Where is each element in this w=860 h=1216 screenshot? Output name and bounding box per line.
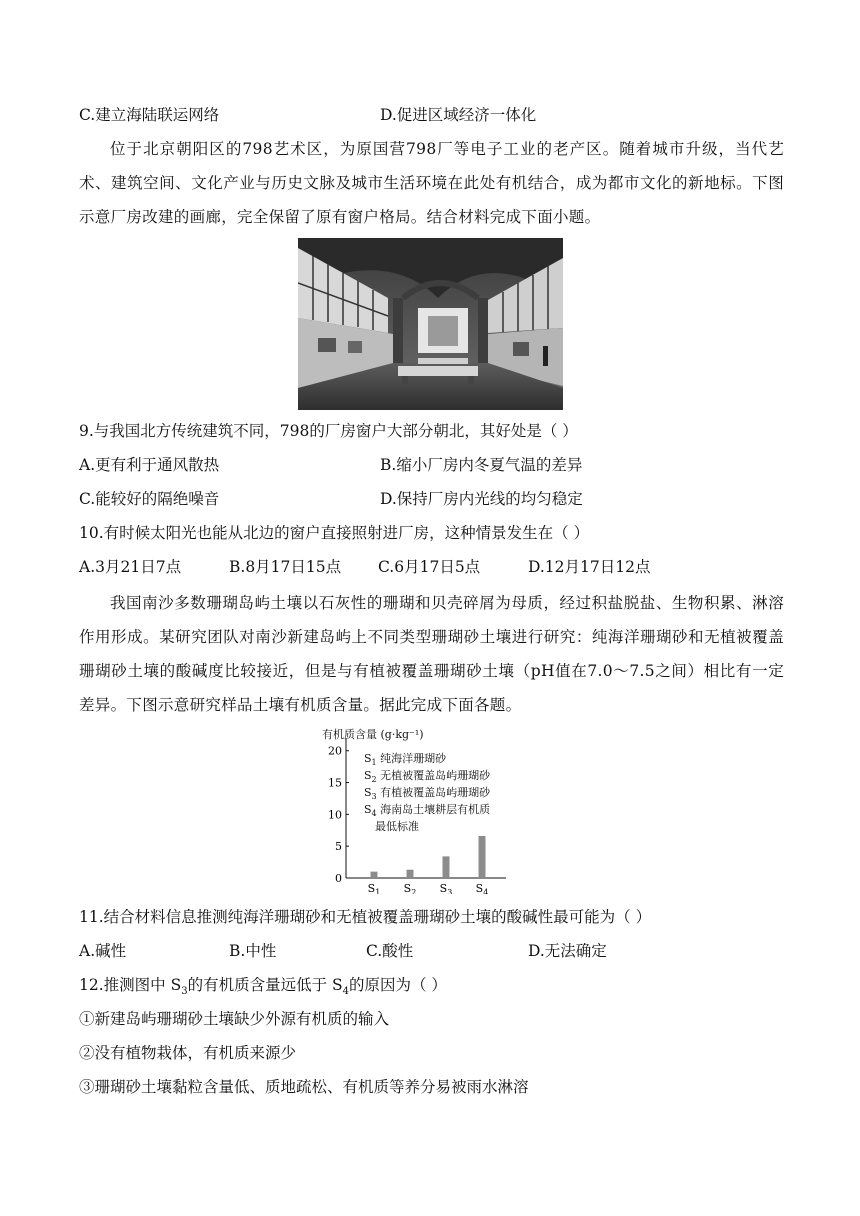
q12-item-1: ①新建岛屿珊瑚砂土壤缺少外源有机质的输入	[79, 1010, 390, 1028]
chart-y-tick-label: 15	[328, 776, 342, 790]
chart-x-tick-label: $S_2$	[403, 882, 417, 894]
chart-bar	[443, 856, 450, 878]
chart-bars	[368, 836, 489, 894]
chart-legend-entry: $S_1$ 纯海洋珊瑚砂	[364, 752, 447, 767]
chart-x-tick-label: $S_4$	[475, 882, 489, 894]
q10-option-a: A.3月21日7点	[79, 558, 182, 576]
q9-option-a: A.更有利于通风散热	[79, 456, 220, 474]
q10-option-c: C.6月17日5点	[378, 558, 481, 576]
passage-798: 位于北京朝阳区的798艺术区，为原国营798厂等电子工业的老产区。随着城市升级，当代艺术、建筑空间、文化产业与历史文脉及城市生活环境在此处有机结合，成为都市文化的新地标。下图示意厂房改建的画廊，完全保留了原有窗户格局。结合材料完成下面小题。	[79, 140, 784, 226]
chart-y-tick-label: 5	[335, 840, 342, 854]
q10-option-b: B.8月17日15点	[229, 558, 342, 576]
q12-stem-part3: 的原因为（ ）	[349, 976, 447, 994]
q12-item-3: ③珊瑚砂土壤黏粒含量低、质地疏松、有机质等养分易被雨水淋溶	[79, 1078, 529, 1096]
q12-stem-part2: 的有机质含量远低于 S	[187, 976, 343, 994]
chart-bar	[479, 836, 486, 878]
chart-y-tick-label: 0	[335, 872, 342, 885]
chart-svg	[318, 724, 548, 894]
chart-legend-entry: 最低标准	[375, 820, 419, 833]
q8-option-d: D.促进区域经济一体化	[380, 106, 537, 124]
q11-option-c: C.酸性	[366, 942, 414, 960]
q9-option-b: B.缩小厂房内冬夏气温的差异	[380, 456, 583, 474]
q9-stem: 9.与我国北方传统建筑不同，798的厂房窗户大部分朝北，其好处是（ ）	[79, 422, 578, 440]
q12-stem-part1: 12.推测图中 S	[79, 976, 182, 994]
chart-legend-entry: $S_2$ 无植被覆盖岛屿珊瑚砂	[364, 769, 491, 784]
q9-option-c: C.能较好的隔绝噪音	[79, 490, 220, 508]
chart-y-axis-label: 有机质含量 (g·kg⁻¹)	[322, 728, 424, 741]
q11-stem: 11.结合材料信息推测纯海洋珊瑚砂和无植被覆盖珊瑚砂土壤的酸碱性最可能为（ ）	[79, 908, 652, 926]
q11-option-d: D.无法确定	[528, 942, 607, 960]
chart-x-tick-label: $S_1$	[367, 882, 381, 894]
q12-stem-sub2: 4	[342, 986, 349, 998]
q10-option-d: D.12月17日12点	[528, 558, 651, 576]
q8-option-c: C.建立海陆联运网络	[79, 106, 220, 124]
q12-stem	[79, 974, 447, 1003]
q9-option-d: D.保持厂房内光线的均匀稳定	[380, 490, 583, 508]
q10-stem: 10.有时候太阳光也能从北边的窗户直接照射进厂房，这种情景发生在（ ）	[79, 524, 590, 542]
chart-y-tick-label: 20	[328, 744, 342, 758]
chart-bar	[407, 870, 414, 878]
passage-coral-soil: 我国南沙多数珊瑚岛屿土壤以石灰性的珊瑚和贝壳碎屑为母质，经过积盐脱盐、生物积累、淋溶作用形成。某研究团队对南沙新建岛屿上不同类型珊瑚砂土壤进行研究：纯海洋珊瑚砂和无植被覆盖珊瑚砂土壤的酸碱度比较接近，但是与有植被覆盖珊瑚砂土壤（pH值在7.0～7.5之间）相比有一定差异。下图示意研究样品土壤有机质含量。据此完成下面各题。	[79, 594, 784, 714]
gallery-photo	[298, 238, 563, 410]
q12-item-2: ②没有植物栽体，有机质来源少	[79, 1044, 297, 1062]
chart-y-tick-label: 10	[328, 808, 342, 822]
q11-option-a: A.碱性	[79, 942, 127, 960]
q11-option-b: B.中性	[229, 942, 277, 960]
chart-legend	[364, 751, 491, 833]
chart-x-tick-label: $S_3$	[439, 882, 453, 894]
organic-matter-chart	[318, 724, 548, 894]
chart-bar	[371, 872, 378, 878]
chart-legend-entry: $S_4$ 海南岛土壤耕层有机质	[364, 803, 491, 818]
q12-stem-sub1: 3	[181, 986, 188, 998]
chart-legend-entry: $S_3$ 有植被覆盖岛屿珊瑚砂	[364, 786, 491, 801]
